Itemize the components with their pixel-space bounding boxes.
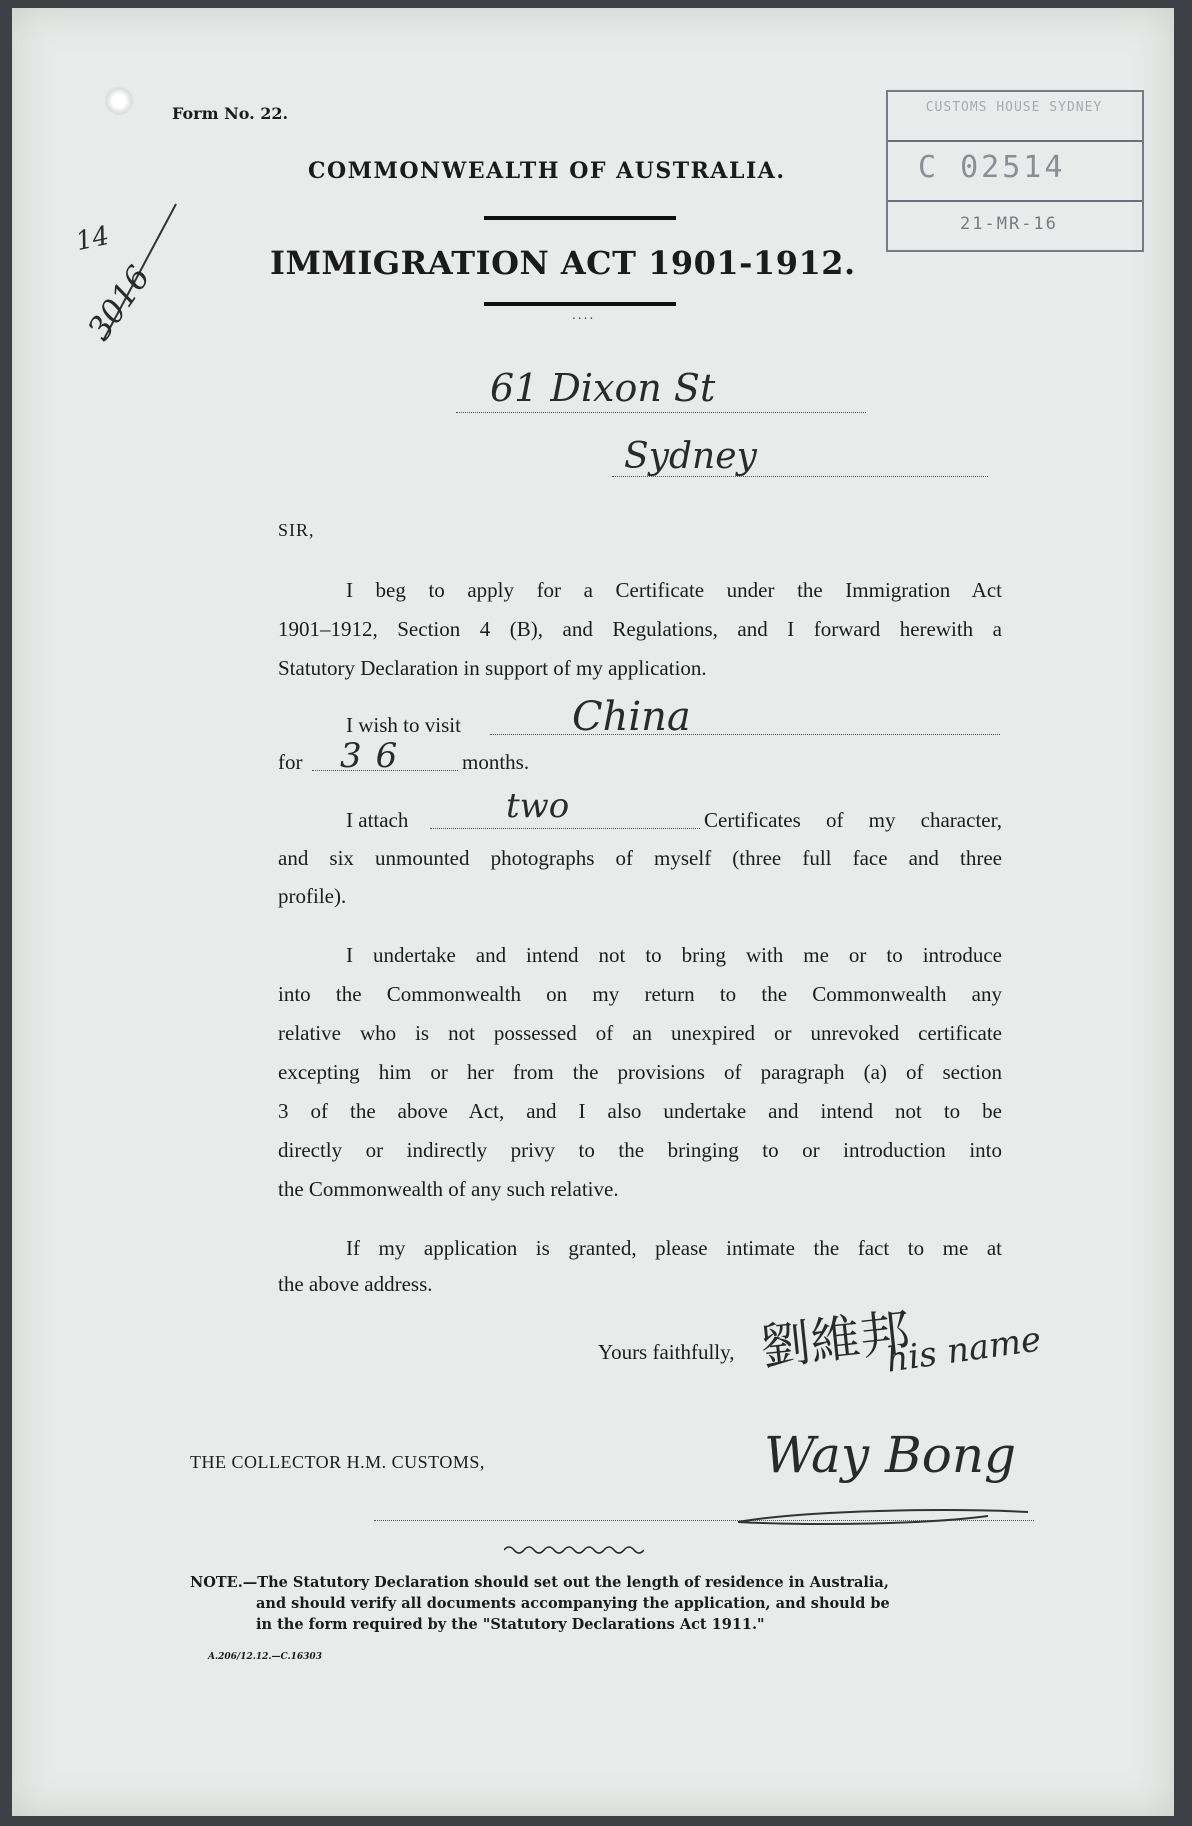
- wavy-divider-icon: [504, 1544, 644, 1556]
- signature-flourish-icon: [728, 1504, 1048, 1534]
- marginal-top-number: 14: [73, 220, 112, 258]
- attach-label: I attach: [346, 808, 409, 832]
- address-street: 61 Dixon St: [490, 366, 716, 410]
- paragraph-3-line-4: excepting him or her from the provisions of paragraph (a) of section: [278, 1060, 1002, 1084]
- attach-value: two: [506, 786, 570, 826]
- signature-note: his name: [883, 1319, 1044, 1381]
- stamp-date: 21-MR-16: [960, 214, 1058, 234]
- duration-for-label: for: [278, 750, 303, 774]
- note-line-3: in the form required by the "Statutory Declarations Act 1911.": [256, 1616, 765, 1633]
- duration-months-label: months.: [462, 750, 530, 774]
- paragraph-3-line-6: directly or indirectly privy to the bringing to or introduction into: [278, 1138, 1002, 1162]
- paragraph-4-line-1: If my application is granted, please intimate the fact to me at: [346, 1236, 1002, 1260]
- act-title: IMMIGRATION ACT 1901-1912.: [270, 244, 856, 282]
- marginal-bottom-number: 3016: [79, 258, 158, 348]
- paragraph-3-line-1: I undertake and intend not to bring with me or to introduce: [346, 943, 1002, 967]
- heading: COMMONWEALTH OF AUSTRALIA.: [308, 158, 786, 184]
- form-number: Form No. 22.: [172, 104, 289, 123]
- heading-rule-bottom: [484, 302, 676, 306]
- address-line-1: [456, 412, 866, 413]
- signature-chinese: 劉維邦: [757, 1303, 914, 1377]
- paragraph-1-line-1: [346, 578, 1002, 603]
- signature-name: Way Bong: [764, 1426, 1017, 1484]
- paragraph-3-line-7: the Commonwealth of any such relative.: [278, 1177, 619, 1201]
- closing: Yours faithfully,: [598, 1340, 735, 1364]
- note-line-1: NOTE.—The Statutory Declaration should set out the length of residence in Australia,: [190, 1574, 889, 1591]
- document-page: [12, 8, 1174, 1816]
- visit-value: China: [572, 694, 691, 740]
- paragraph-2-line-2: profile).: [278, 884, 347, 908]
- visit-line: [490, 734, 1000, 735]
- paragraph-4-line-2: the above address.: [278, 1272, 433, 1296]
- print-code: A.206/12.12.—C.16303: [208, 1652, 322, 1662]
- stamp-top-text: CUSTOMS HOUSE SYDNEY: [925, 100, 1103, 115]
- visit-label: I wish to visit: [346, 713, 461, 737]
- attach-line: [430, 828, 700, 829]
- ink-mark: [104, 86, 134, 116]
- attach-after: Certificates of my character,: [704, 808, 1002, 832]
- duration-value: 36: [340, 736, 412, 776]
- paragraph-3-line-3: relative who is not possessed of an unexpired or unrevoked certificate: [278, 1021, 1002, 1045]
- note-line-2: and should verify all documents accompanying the application, and should be: [256, 1595, 890, 1612]
- marginal-file-number: [64, 194, 224, 384]
- paragraph-3-line-2: into the Commonwealth on my return to the Commonwealth any: [278, 982, 1002, 1006]
- paragraph-1-line-2: 1901–1912, Section 4 (B), and Regulations, and I forward herewith a: [278, 617, 1002, 641]
- paragraph-3-line-5: 3 of the above Act, and I also undertake and intend not to be: [278, 1099, 1002, 1123]
- p1-line-1-text: I beg to apply for a Certificate under the Immigration Act: [346, 578, 1002, 602]
- address-city: Sydney: [624, 436, 757, 477]
- customs-stamp: [886, 90, 1144, 252]
- heading-rule-top: [484, 216, 676, 220]
- addressee: THE COLLECTOR H.M. CUSTOMS,: [190, 1452, 485, 1472]
- salutation: SIR,: [278, 520, 315, 540]
- stamp-number: C 02514: [918, 150, 1066, 185]
- paragraph-2-line-1: and six unmounted photographs of myself (three full face and three: [278, 846, 1002, 870]
- act-title-dots: ....: [572, 308, 596, 322]
- paragraph-1-line-3: Statutory Declaration in support of my application.: [278, 656, 707, 680]
